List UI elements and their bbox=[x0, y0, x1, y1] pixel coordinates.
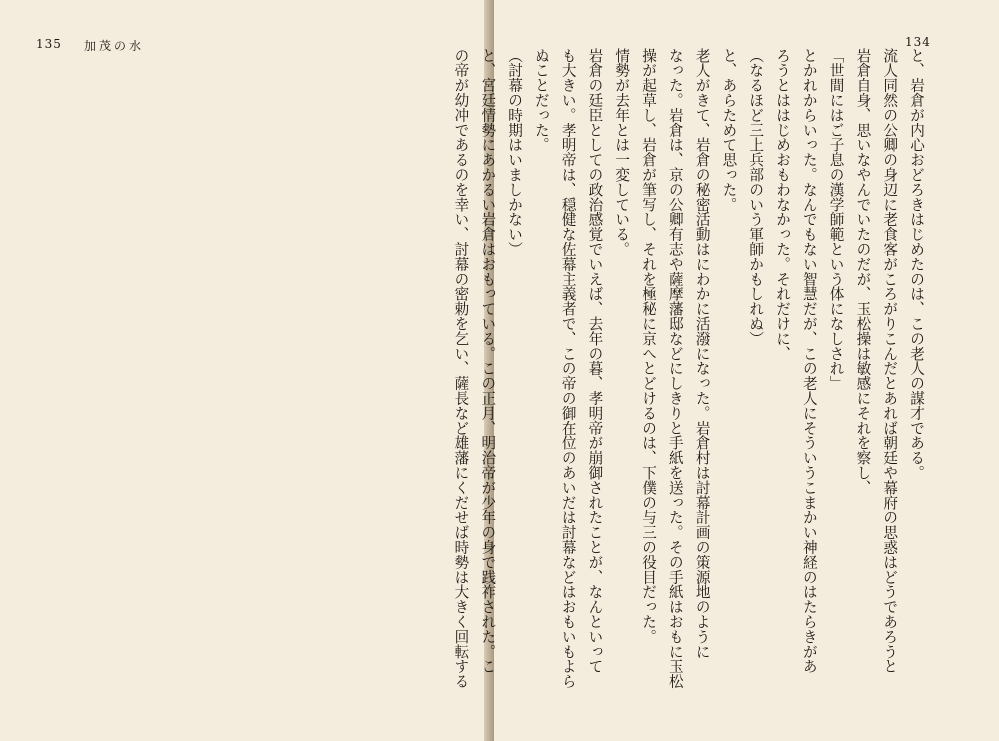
text-line: ろうとははじめおもわなかった。それだけに、 bbox=[774, 48, 792, 361]
left-page-number: 135 bbox=[36, 37, 62, 51]
text-line: 「世間にはご子息の漢学師範という体になしされ」 bbox=[827, 48, 845, 391]
text-line: と、あらためて思った。 bbox=[720, 48, 738, 212]
right-page-body bbox=[452, 48, 929, 728]
text-line: （なるほど三上兵部のいう軍師かもしれぬ） bbox=[747, 48, 765, 346]
text-line: の帝が幼冲であるのを幸い、討幕の密勅を乞い、薩長など雄藩にくだせば時勢は大きく回転する bbox=[452, 48, 470, 689]
text-line: と、宮廷情勢にあかるい岩倉はおもっている。この正月、明治帝が少年の身で践祚された。こ bbox=[479, 48, 497, 674]
text-line: とかれからいった。なんでもない智慧だが、この老人にそういうこまかい神経のはたらきがあ bbox=[800, 48, 818, 674]
text-line: ぬことだった。 bbox=[532, 48, 550, 153]
right-page-number: 134 bbox=[905, 35, 931, 49]
text-line: 操が起草し、岩倉が筆写し、それを極秘に京へとどけるのは、下僕の与三の役目だった。 bbox=[640, 48, 658, 644]
text-line: 流人同然の公卿の身辺に老食客がころがりこんだとあれば朝廷や幕府の思惑はどうであろうと bbox=[881, 48, 899, 674]
right-page bbox=[452, 0, 999, 741]
text-line: と、岩倉が内心おどろきはじめたのは、この老人の謀才である。 bbox=[908, 48, 925, 481]
text-line: 岩倉自身、思いなやんでいたのだが、玉松操は敏感にそれを察し、 bbox=[854, 48, 872, 495]
left-page bbox=[0, 0, 492, 741]
text-line: 老人がきて、岩倉の秘密活動はにわかに活潑になった。岩倉村は討幕計画の策源地のように bbox=[693, 48, 711, 659]
running-title: 加茂の水 bbox=[84, 39, 145, 53]
text-line: （討幕の時期はいましかない） bbox=[506, 48, 524, 257]
text-line: 情勢が去年とは一変している。 bbox=[613, 48, 631, 257]
text-line: も大きい。孝明帝は、穏健な佐幕主義者で、この帝の御在位のあいだは討幕などはおもいもよら bbox=[559, 48, 577, 689]
text-line: なった。岩倉は、京の公卿有志や薩摩藩邸などにしきりと手紙を送った。その手紙はおもに玉松 bbox=[666, 48, 684, 689]
text-line: 岩倉の廷臣としての政治感覚でいえば、去年の暮、孝明帝が崩御されたことが、なんといって bbox=[586, 48, 604, 674]
